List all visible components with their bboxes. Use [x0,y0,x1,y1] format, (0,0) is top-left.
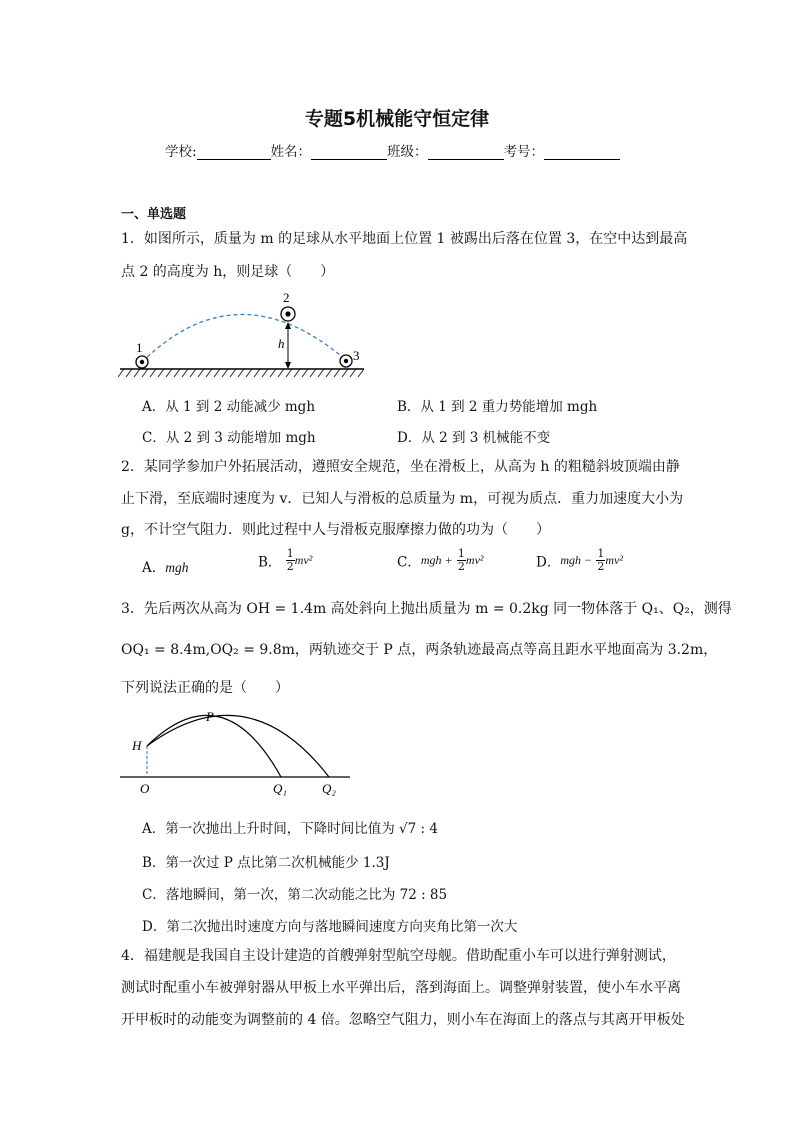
q2-c-head: mgh + [420,553,453,567]
q2-option-d[interactable] [536,548,623,573]
label-h: h [278,336,285,351]
q2-line1: 2．某同学参加户外拓展活动，遵照安全规范，坐在滑板上，从高为 h 的粗糙斜坡顶端由静 [121,459,680,475]
label-H: H [132,738,142,753]
q2-b-label: B． [258,554,282,571]
q2-d-num: 1 [597,547,605,560]
label-2: 2 [283,290,290,305]
q4-line3: 开甲板时的动能变为调整前的 4 倍。忽略空气阻力，则小车在海面上的落点与其离开甲板处 [121,1012,685,1028]
section-heading: 一、单选题 [121,207,187,222]
q2-option-b[interactable] [258,548,312,573]
q3-line3: 下列说法正确的是（ ） [121,680,289,696]
q3-figure [118,700,358,800]
q2-c-tail: mv² [465,553,484,567]
ball-3 [340,355,352,367]
label-O: O [140,781,150,796]
q3-line1: 3．先后两次从高为 OH = 1.4m 高处斜向上抛出质量为 m = 0.2kg 同一物体落于 Q₁、Q₂，测得 [121,601,732,617]
q2-option-c[interactable] [397,548,484,573]
trajectory-1 [147,715,281,777]
ball-2 [281,307,295,321]
class-label: 班级： [387,144,428,160]
label-1: 1 [136,340,143,355]
q2-b-num: 1 [286,547,294,560]
class-blank[interactable] [428,145,504,160]
q1-option-d[interactable]: D．从 2 到 3 机械能不变 [397,430,551,446]
trajectory-curve [142,314,346,362]
label-Q1: Q₁ [273,781,287,796]
q2-d-den: 2 [597,560,605,573]
name-label: 姓名： [270,144,312,160]
ball-1 [136,356,148,368]
q1-figure [118,288,368,380]
q2-c-den: 2 [457,560,465,573]
q3-line2: OQ₁ = 8.4m,OQ₂ = 9.8m，两轨迹交于 P 点，两条轨迹最高点等高且距水平地面高为 3.2m， [121,642,718,658]
student-info-row [165,140,620,160]
label-3: 3 [353,348,360,363]
name-blank[interactable] [311,145,387,160]
q2-option-a[interactable] [142,556,189,576]
q3-option-b[interactable]: B．第一次过 P 点比第二次机械能少 1.3J [142,855,390,871]
label-P: P [206,709,214,724]
q3-option-a[interactable]: A．第一次抛出上升时间，下降时间比值为 √7 : 4 [142,821,438,837]
exam-no-label: 考号： [503,144,545,160]
q2-line2: 止下滑，至底端时速度为 v．已知人与滑板的总质量为 m，可视为质点．重力加速度大小为 [121,491,684,507]
q1-option-c[interactable]: C．从 2 到 3 动能增加 mgh [142,430,316,446]
q4-line1: 4．福建舰是我国自主设计建造的首艘弹射型航空母舰。借助配重小车可以进行弹射测试， [121,948,676,964]
q2-line3: g，不计空气阻力．则此过程中人与滑板克服摩擦力做的功为（ ） [121,522,550,538]
q2-d-head: mgh − [560,553,593,567]
q1-option-a[interactable]: A．从 1 到 2 动能减少 mgh [142,399,316,415]
q2-b-den: 2 [286,560,294,573]
q2-d-tail: mv² [605,553,623,567]
q2-b-fraction [286,548,295,573]
q1-option-b[interactable]: B．从 1 到 2 重力势能增加 mgh [397,399,598,415]
exam-no-blank[interactable] [544,145,620,160]
q2-c-fraction [457,548,466,573]
q2-c-label: C． [397,554,421,571]
school-blank[interactable] [197,145,271,160]
school-label: 学校: [165,144,197,160]
q2-a-label: A． [142,560,166,576]
page-title: 专题5机械能守恒定律 [304,108,490,130]
q1-line1: 1．如图所示，质量为 m 的足球从水平地面上位置 1 被踢出后落在位置 3，在空中达到最高 [121,231,688,247]
ground-hatch [118,369,364,377]
label-Q2: Q₂ [322,781,336,796]
q1-line2: 点 2 的高度为 h，则足球（ ） [121,264,335,280]
q2-d-label: D． [536,554,561,571]
q2-c-num: 1 [457,547,465,560]
q2-a-expr: mgh [165,560,189,575]
q3-option-d[interactable]: D．第二次抛出时速度方向与落地瞬间速度方向夹角比第一次大 [142,919,518,935]
q4-line2: 测试时配重小车被弹射器从甲板上水平弹出后，落到海面上。调整弹射装置，使小车水平离 [121,980,681,996]
q2-b-tail: mv² [294,553,313,567]
q3-option-c[interactable]: C．落地瞬间，第一次，第二次动能之比为 72 : 85 [142,887,448,903]
